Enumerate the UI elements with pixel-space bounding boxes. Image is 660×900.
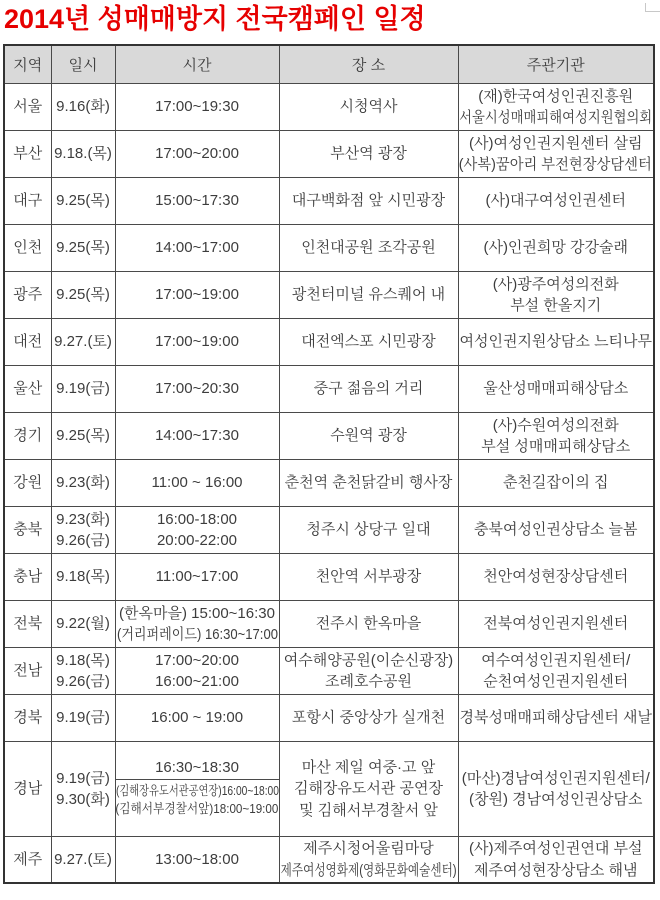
date-cell <box>51 459 115 506</box>
time-cell-text: 16:00-18:00 <box>156 510 238 528</box>
date-cell <box>51 318 115 365</box>
table-row <box>4 694 654 741</box>
table-row <box>4 412 654 459</box>
org-cell <box>458 600 654 647</box>
page <box>0 3 660 900</box>
org-cell-text: (사복)꿈아리 부전현장상담센터 <box>459 155 653 173</box>
date-cell-text: 9.27.(토) <box>54 850 112 868</box>
place-cell-text: 부산역 광장 <box>330 145 407 163</box>
org-cell-text: 서울시성매매피해여성지원협의회 <box>459 108 653 126</box>
place-cell-text: 시청역사 <box>339 98 398 116</box>
org-cell-text: 춘천길잡이의 집 <box>502 474 609 492</box>
region-cell <box>4 459 51 506</box>
date-cell <box>51 177 115 224</box>
time-cell-text: 17:00~19:00 <box>155 286 239 304</box>
place-cell <box>279 694 458 741</box>
place-cell <box>279 83 458 130</box>
region-cell-text: 광주 <box>13 286 43 304</box>
time-cell <box>115 365 279 412</box>
place-cell <box>279 647 458 694</box>
region-cell <box>4 177 51 224</box>
time-cell-text: 17:00~20:00 <box>155 145 239 163</box>
org-cell <box>458 177 654 224</box>
region-cell-text: 전남 <box>13 662 43 680</box>
org-cell-text: (사)인권희망 강강술래 <box>483 239 629 257</box>
org-cell-text: 여성인권지원상담소 느티나무 <box>459 333 653 351</box>
date-cell-text: 9.25(목) <box>56 286 110 304</box>
region-cell <box>4 647 51 694</box>
region-cell <box>4 271 51 318</box>
org-cell-text: 제주여성현장상담소 해냄 <box>473 861 638 879</box>
org-cell-text: (사)수원여성의전화 <box>492 416 619 434</box>
region-cell <box>4 836 51 883</box>
date-cell <box>51 836 115 883</box>
region-cell <box>4 553 51 600</box>
date-cell-text: 9.19(금) <box>56 709 110 727</box>
time-cell <box>115 459 279 506</box>
table-row <box>4 177 654 224</box>
region-cell-text: 경남 <box>13 780 43 798</box>
time-cell-text: (한옥마을) 15:00~16:30 <box>119 604 275 622</box>
time-cell <box>115 836 279 883</box>
org-cell <box>458 318 654 365</box>
table-row <box>4 365 654 412</box>
region-cell <box>4 365 51 412</box>
region-cell <box>4 130 51 177</box>
date-cell-text: 9.27.(토) <box>54 333 112 351</box>
org-cell-text: 충북여성인권상담소 늘봄 <box>473 521 638 539</box>
region-cell-text: 제주 <box>13 850 43 868</box>
region-cell-text: 강원 <box>13 474 43 492</box>
time-cell <box>115 271 279 318</box>
region-cell <box>4 741 51 836</box>
time-cell <box>115 741 279 836</box>
time-cell <box>115 694 279 741</box>
time-cell-text: 17:00~19:30 <box>155 98 239 116</box>
place-cell-text: 수원역 광장 <box>330 427 407 445</box>
time-cell <box>115 412 279 459</box>
org-cell <box>458 271 654 318</box>
table-row <box>4 83 654 130</box>
date-cell <box>51 365 115 412</box>
header-time: 시간 <box>115 45 279 83</box>
place-cell <box>279 177 458 224</box>
region-cell-text: 인천 <box>13 239 43 257</box>
date-cell-text: 9.25(목) <box>56 239 110 257</box>
org-cell <box>458 459 654 506</box>
time-subcell <box>116 757 279 779</box>
org-cell-text: 경북성매매피해상담센터 새날 <box>459 709 653 727</box>
time-cell-text: 17:00~19:00 <box>155 333 239 351</box>
table-row <box>4 741 654 836</box>
region-cell <box>4 600 51 647</box>
date-cell-text: 9.23(화) <box>56 510 110 528</box>
region-cell-text: 경북 <box>13 709 43 727</box>
place-cell-text: 대구백화점 앞 시민광장 <box>291 192 446 210</box>
org-cell-text: (마산)경남여성인권지원센터/ <box>461 769 650 787</box>
time-cell <box>115 130 279 177</box>
region-cell-text: 부산 <box>13 145 43 163</box>
region-cell <box>4 694 51 741</box>
region-cell-text: 울산 <box>13 380 43 398</box>
time-cell <box>115 647 279 694</box>
region-cell-text: 충북 <box>13 521 43 539</box>
date-cell-text: 9.19(금) <box>56 380 110 398</box>
header-row <box>4 45 654 83</box>
org-cell-text: 순천여성인권지원센터 <box>483 672 629 690</box>
date-cell-text: 9.30(화) <box>56 790 110 808</box>
schedule-table-body <box>4 83 654 883</box>
table-row <box>4 130 654 177</box>
date-cell <box>51 224 115 271</box>
place-cell-text: 조례호수공원 <box>325 672 412 690</box>
time-cell <box>115 553 279 600</box>
org-cell <box>458 647 654 694</box>
date-cell-text: 9.26(금) <box>56 531 110 549</box>
place-cell <box>279 553 458 600</box>
place-cell-text: 대전엑스포 시민광장 <box>301 333 436 351</box>
region-cell-text: 경기 <box>13 427 43 445</box>
place-cell <box>279 412 458 459</box>
place-cell <box>279 271 458 318</box>
scrollbar-corner-artifact <box>645 3 660 12</box>
org-cell-text: 여수여성인권지원센터/ <box>481 651 631 669</box>
date-cell-text: 9.22(월) <box>56 615 110 633</box>
date-cell-text: 9.18(목) <box>56 651 110 669</box>
time-cell-text: 11:00 ~ 16:00 <box>151 474 243 492</box>
date-cell <box>51 741 115 836</box>
table-row <box>4 836 654 883</box>
place-cell-text: 마산 제일 여중·고 앞 <box>301 758 436 776</box>
place-cell <box>279 224 458 271</box>
date-cell <box>51 600 115 647</box>
date-cell-text: 9.19(금) <box>56 769 110 787</box>
date-cell <box>51 506 115 553</box>
place-cell <box>279 836 458 883</box>
date-cell <box>51 553 115 600</box>
time-cell <box>115 83 279 130</box>
place-cell <box>279 365 458 412</box>
header-region: 지역 <box>4 45 51 83</box>
time-cell-text: (김해서부경찰서앞)18:00~19:00 <box>115 801 279 817</box>
org-cell-text: (재)한국여성인권진흥원 <box>478 87 634 105</box>
place-cell <box>279 600 458 647</box>
date-cell-text: 9.18.(목) <box>54 145 112 163</box>
time-subcell <box>116 780 279 821</box>
region-cell <box>4 318 51 365</box>
time-cell-text: 11:00~17:00 <box>155 568 239 586</box>
org-cell-text: (사)제주여성인권연대 부설 <box>468 840 643 858</box>
region-cell <box>4 224 51 271</box>
region-cell <box>4 83 51 130</box>
org-cell-text: (사)여성인권지원센터 살림 <box>468 134 643 152</box>
date-cell <box>51 83 115 130</box>
date-cell <box>51 647 115 694</box>
table-row <box>4 271 654 318</box>
table-row <box>4 318 654 365</box>
place-cell-text: 인천대공원 조각공원 <box>301 239 436 257</box>
time-cell-text: (거리퍼레이드) 16:30~17:00 <box>116 625 278 643</box>
time-cell-text: 16:00~21:00 <box>155 672 239 690</box>
header-date: 일시 <box>51 45 115 83</box>
time-cell-text: 14:00~17:30 <box>155 427 239 445</box>
org-cell <box>458 506 654 553</box>
time-cell-text: 17:00~20:00 <box>155 651 239 669</box>
table-row <box>4 224 654 271</box>
date-cell <box>51 694 115 741</box>
table-row <box>4 506 654 553</box>
place-cell <box>279 506 458 553</box>
org-cell-text: 전북여성인권지원센터 <box>483 615 629 633</box>
time-cell-text: 17:00~20:30 <box>155 380 239 398</box>
region-cell-text: 전북 <box>13 615 43 633</box>
time-cell <box>115 318 279 365</box>
place-cell-text: 및 김해서부경찰서 앞 <box>299 801 438 819</box>
time-cell-text: 14:00~17:00 <box>155 239 239 257</box>
header-organizer: 주관기관 <box>458 45 654 83</box>
place-cell-text: 청주시 상당구 일대 <box>306 521 431 539</box>
org-cell-text: (창원) 경남여성인권상담소 <box>468 790 643 808</box>
time-cell <box>115 177 279 224</box>
place-cell <box>279 741 458 836</box>
place-cell-text: 광천터미널 유스퀘어 내 <box>291 286 446 304</box>
place-cell-text: 중구 젊음의 거리 <box>313 380 424 398</box>
time-cell <box>115 224 279 271</box>
org-cell-text: 울산성매매피해상담소 <box>483 380 629 398</box>
date-cell <box>51 412 115 459</box>
place-cell <box>279 318 458 365</box>
place-cell-text: 춘천역 춘천닭갈비 행사장 <box>284 474 453 492</box>
region-cell-text: 서울 <box>13 98 43 116</box>
table-row <box>4 459 654 506</box>
place-cell-text: 제주시청어울림마당 <box>303 840 434 858</box>
place-cell-text: 포항시 중앙상가 실개천 <box>291 709 446 727</box>
place-cell <box>279 459 458 506</box>
org-cell-text: 부설 한올지기 <box>510 296 602 314</box>
time-cell-text: 16:00 ~ 19:00 <box>150 709 244 727</box>
region-cell <box>4 506 51 553</box>
page-title: 2014년 성매매방지 전국캠페인 일정 <box>4 4 426 34</box>
org-cell <box>458 130 654 177</box>
org-cell-text: (사)대구여성인권센터 <box>485 192 626 210</box>
time-cell-text: 15:00~17:30 <box>155 192 239 210</box>
org-cell-text: 천안여성현장상담센터 <box>483 568 629 586</box>
place-cell-text: 김해장유도서관 공연장 <box>293 780 444 798</box>
org-cell <box>458 412 654 459</box>
org-cell <box>458 836 654 883</box>
place-cell-text: 천안역 서부광장 <box>315 568 422 586</box>
place-cell-text: 여수해양공원(이순신광장) <box>283 651 454 669</box>
region-cell-text: 대전 <box>13 333 43 351</box>
time-cell <box>115 600 279 647</box>
date-cell <box>51 130 115 177</box>
time-cell-text: 20:00-22:00 <box>156 531 238 549</box>
org-cell <box>458 365 654 412</box>
org-cell <box>458 694 654 741</box>
date-cell-text: 9.18(목) <box>56 568 110 586</box>
date-cell-text: 9.23(화) <box>56 474 110 492</box>
time-cell-text: (김해장유도서관공연장)16:00~18:00 <box>115 782 279 798</box>
place-cell <box>279 130 458 177</box>
place-cell-text: 전주시 한옥마을 <box>315 615 422 633</box>
table-row <box>4 647 654 694</box>
region-cell-text: 대구 <box>13 192 43 210</box>
date-cell-text: 9.16(화) <box>56 98 110 116</box>
header-place: 장 소 <box>279 45 458 83</box>
time-cell-text: 13:00~18:00 <box>155 850 239 868</box>
org-cell-text: (사)광주여성의전화 <box>492 275 619 293</box>
schedule-table <box>3 44 655 884</box>
time-cell <box>115 506 279 553</box>
region-cell-text: 충남 <box>13 568 43 586</box>
date-cell-text: 9.25(목) <box>56 427 110 445</box>
region-cell <box>4 412 51 459</box>
date-cell-text: 9.25(목) <box>56 192 110 210</box>
table-row <box>4 600 654 647</box>
org-cell <box>458 553 654 600</box>
org-cell-text: 부설 성매매피해상담소 <box>481 437 631 455</box>
table-row <box>4 553 654 600</box>
time-cell-text: 16:30~18:30 <box>155 759 239 777</box>
place-cell-text: 제주여성영화제(영화문화예술센터) <box>280 861 457 879</box>
org-cell <box>458 83 654 130</box>
org-cell <box>458 224 654 271</box>
date-cell <box>51 271 115 318</box>
date-cell-text: 9.26(금) <box>56 672 110 690</box>
org-cell <box>458 741 654 836</box>
